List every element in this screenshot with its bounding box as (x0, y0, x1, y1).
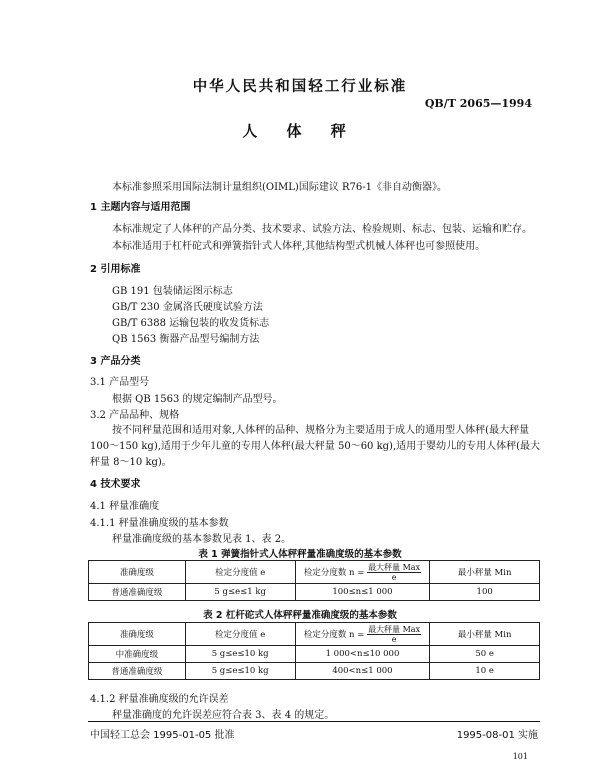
intro-paragraph: 本标准参照采用国际法制计量组织(OIML)国际建议 R76-1《非自动衡器》。 (112, 182, 448, 193)
table-header-cell (295, 561, 430, 584)
table-cell: 1 000<n≤10 000 (295, 646, 430, 663)
table-cell: 中准确度级 (89, 646, 186, 663)
table-row (89, 663, 540, 680)
table-cell: 10 e (430, 663, 540, 680)
document-title: 人 体 秤 (242, 122, 358, 140)
table-header-cell: 检定分度值 e (185, 561, 295, 584)
table-header-cell: 准确度级 (89, 623, 186, 646)
table-2 (88, 622, 540, 680)
footer-divider (88, 721, 540, 722)
table-cell: 100 (430, 584, 540, 601)
table-cell: 普通准确度级 (89, 584, 186, 601)
table-header-cell: 检定分度值 e (185, 623, 295, 646)
division-count-label: 检定分度数 n = (303, 629, 365, 640)
reference-item: GB/T 230 金属洛氏硬度试验方法 (112, 302, 263, 313)
reference-item: GB 191 包装储运图示标志 (112, 286, 233, 297)
section-3-1-heading: 3.1 产品型号 (90, 377, 150, 388)
section-3-heading: 3 产品分类 (90, 356, 141, 367)
section-3-2-heading: 3.2 产品品种、规格 (90, 410, 180, 421)
reference-item: QB 1563 衡器产品型号编制方法 (112, 334, 260, 345)
section-1-paragraph-1: 本标准规定了人体秤的产品分类、技术要求、试验方法、检验规则、标志、包装、运输和贮存。 (112, 224, 532, 235)
table-row (89, 646, 540, 663)
table-cell: 普通准确度级 (89, 663, 186, 680)
table-1 (88, 560, 540, 601)
fraction-denominator: e (391, 634, 397, 644)
page-number: 101 (512, 752, 528, 761)
issuing-organization: 中华人民共和国轻工行业标准 (192, 79, 408, 95)
table-header-row (89, 561, 540, 584)
section-3-2-text-line: 按不同秤量范围和适用对象,人体秤的品种、规格分为主要适用于成人的通用型人体秤(最大秤量 (112, 425, 530, 436)
effective-date: 1995-08-01 实施 (456, 730, 538, 741)
table-header-cell (295, 623, 430, 646)
fraction-numerator: 最大秤量 Max (368, 562, 421, 572)
table-cell: 5 g≤e≤1 kg (185, 584, 295, 601)
section-4-1-1-heading: 4.1.1 秤量准确度级的基本参数 (90, 518, 229, 529)
section-1-paragraph-2: 本标准适用于杠杆砣式和弹簧指针式人体秤,其他结构型式机械人体秤也可参照使用。 (112, 241, 486, 252)
table-cell: 50 e (430, 646, 540, 663)
section-2-heading: 2 引用标准 (90, 264, 141, 275)
table-header-cell: 最小秤量 Min (430, 561, 540, 584)
reference-item: GB/T 6388 运输包装的收发货标志 (112, 318, 270, 329)
table-cell: 100≤n≤1 000 (295, 584, 430, 601)
table-2-caption: 表 2 杠杆砣式人体秤秤量准确度级的基本参数 (203, 610, 397, 621)
division-count-fraction (367, 625, 421, 644)
standard-number: QB/T 2065—1994 (424, 97, 532, 110)
table-header-cell: 准确度级 (89, 561, 186, 584)
table-cell: 400<n≤1 000 (295, 663, 430, 680)
division-count-fraction (367, 563, 421, 582)
fraction-denominator: e (391, 572, 397, 582)
table-1-caption: 表 1 弹簧指针式人体秤秤量准确度级的基本参数 (198, 549, 402, 560)
section-1-heading: 1 主题内容与适用范围 (90, 202, 191, 213)
section-4-1-heading: 4.1 秤量准确度 (90, 501, 160, 512)
section-4-1-2-heading: 4.1.2 秤量准确度级的允许误差 (90, 694, 229, 705)
section-4-heading: 4 技术要求 (90, 479, 141, 490)
section-3-2-text-line: 秤量 8～10 kg)。 (90, 457, 172, 468)
division-count-label: 检定分度数 n = (303, 567, 365, 578)
table-cell: 5 g≤e≤10 kg (185, 646, 295, 663)
section-4-1-1-text: 秤量准确度级的基本参数见表 1、表 2。 (112, 534, 292, 545)
fraction-numerator: 最大秤量 Max (368, 624, 421, 634)
section-4-1-2-text: 秤量准确度的允许误差应符合表 3、表 4 的规定。 (112, 710, 335, 721)
table-cell: 5 g≤e≤10 kg (185, 663, 295, 680)
section-3-1-text: 根据 QB 1563 的规定编制产品型号。 (112, 394, 283, 405)
approval-date: 中国轻工总会 1995-01-05 批准 (90, 730, 235, 741)
table-header-cell: 最小秤量 Min (430, 623, 540, 646)
table-row (89, 584, 540, 601)
table-header-row (89, 623, 540, 646)
section-3-2-text-line: 100～150 kg),适用于少年儿童的专用人体秤(最大秤量 50～60 kg),适用于婴幼儿的专用人体秤(最大 (90, 441, 541, 452)
